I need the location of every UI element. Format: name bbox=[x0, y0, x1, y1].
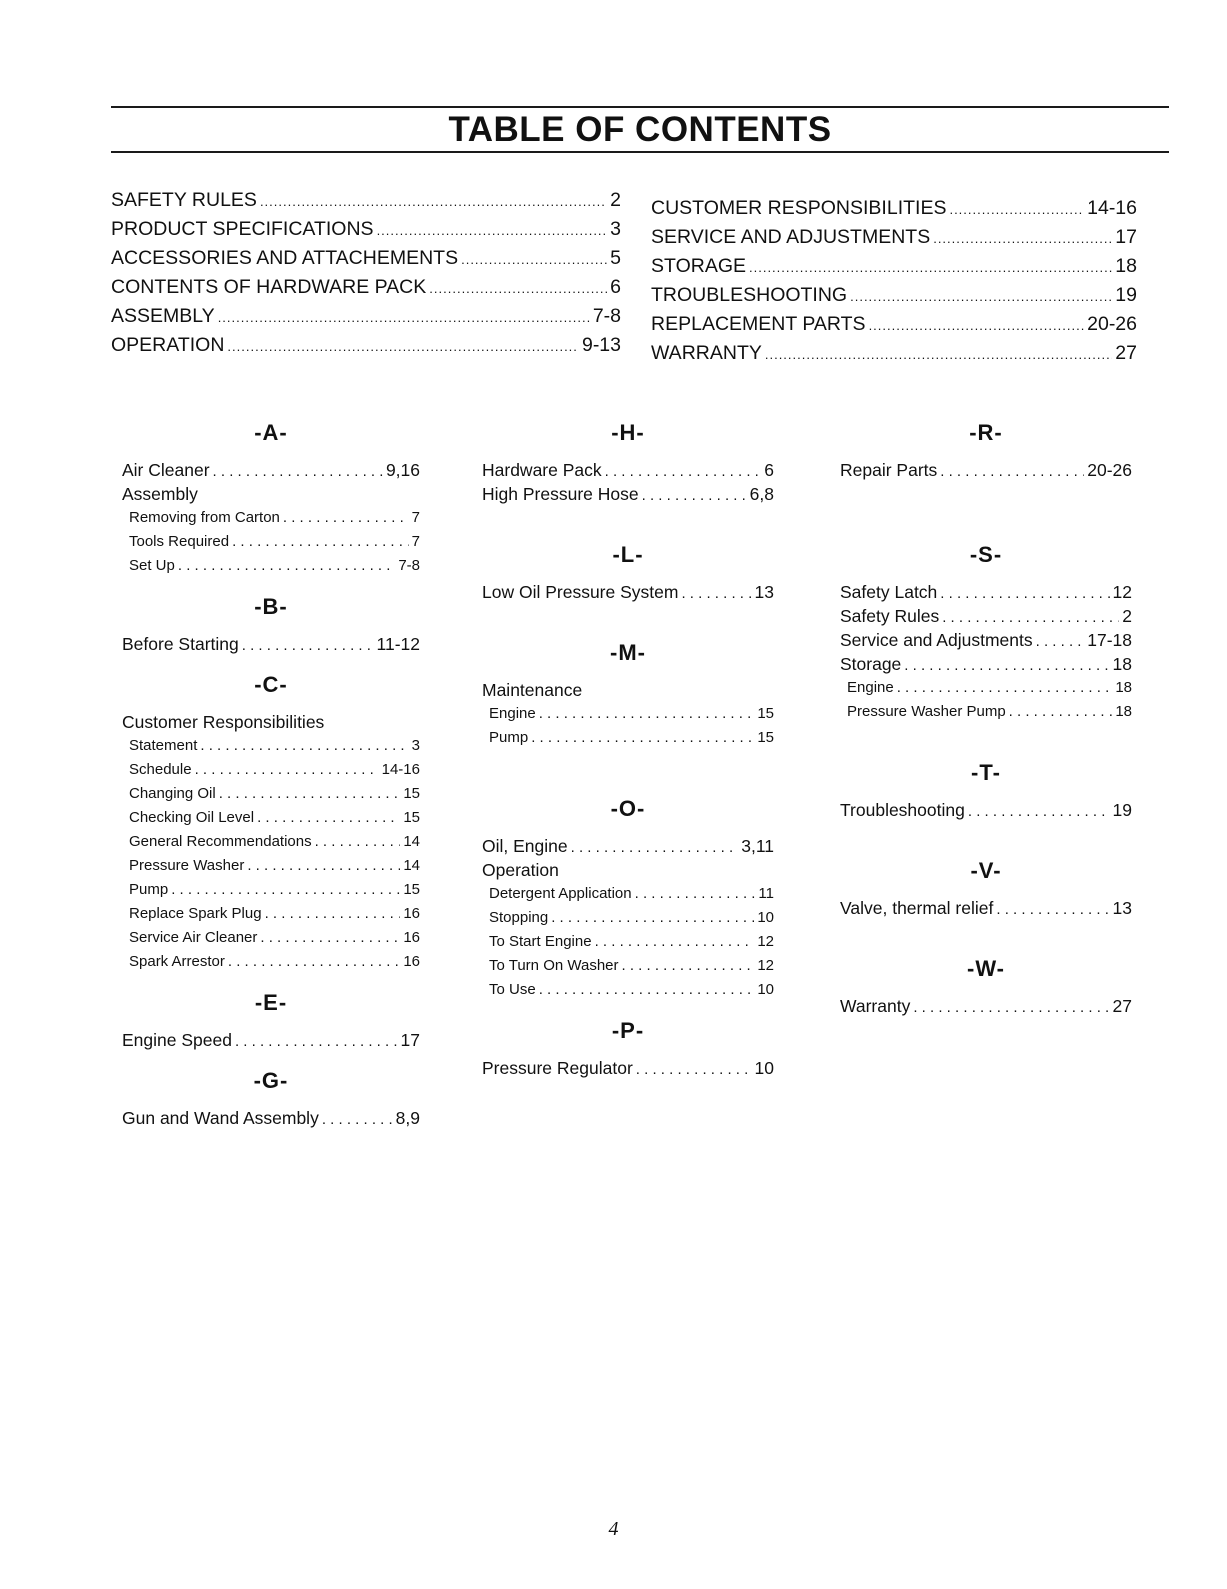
index-entry bbox=[122, 1106, 420, 1130]
dot-leader bbox=[539, 702, 755, 726]
entry-page: 20-26 bbox=[1087, 460, 1132, 480]
entry-page: 16 bbox=[403, 929, 420, 946]
index-subentry bbox=[482, 726, 774, 750]
entry-page: 13 bbox=[1112, 898, 1132, 918]
dot-leader bbox=[213, 458, 383, 484]
index-section-g bbox=[122, 1066, 420, 1130]
entry-label: Hardware Pack bbox=[482, 460, 602, 480]
index-subentry bbox=[122, 950, 420, 974]
dot-leader bbox=[171, 878, 400, 902]
dot-leader bbox=[539, 978, 755, 1002]
dot-leader bbox=[897, 676, 1113, 700]
dot-leader bbox=[1009, 700, 1113, 724]
entry-label: Set Up bbox=[129, 557, 175, 574]
entry-label: Safety Latch bbox=[840, 582, 938, 602]
toc-row bbox=[651, 339, 1137, 368]
entry-page: 17 bbox=[400, 1030, 420, 1050]
index-subentry bbox=[482, 978, 774, 1002]
index-section-m bbox=[482, 638, 774, 750]
entry-label: Changing Oil bbox=[129, 785, 216, 802]
entry-page: 12 bbox=[1112, 582, 1132, 602]
index-entry bbox=[840, 994, 1132, 1018]
entry-page: 27 bbox=[1112, 996, 1132, 1016]
entry-page: 18 bbox=[1115, 679, 1132, 696]
entry-label: Troubleshooting bbox=[840, 800, 965, 820]
toc-label: ACCESSORIES AND ATTACHEMENTS bbox=[111, 247, 459, 269]
entry-page: 10 bbox=[757, 981, 774, 998]
section-letter: -V- bbox=[970, 858, 1002, 883]
index-section-s bbox=[840, 540, 1132, 724]
dot-leader bbox=[968, 798, 1110, 824]
index-section-t bbox=[840, 758, 1132, 822]
entry-page: 15 bbox=[403, 809, 420, 826]
dot-leader bbox=[869, 310, 1085, 340]
toc-page: 17 bbox=[1115, 226, 1137, 248]
toc-label: WARRANTY bbox=[651, 342, 762, 364]
dot-leader bbox=[377, 215, 608, 245]
index-entry bbox=[122, 1028, 420, 1052]
entry-page: 14 bbox=[403, 857, 420, 874]
dot-leader bbox=[636, 1056, 752, 1082]
index-entry bbox=[122, 710, 420, 734]
entry-label: Valve, thermal relief bbox=[840, 898, 994, 918]
dot-leader bbox=[605, 458, 762, 484]
entry-label: Gun and Wand Assembly bbox=[122, 1108, 319, 1128]
toc-label: TROUBLESHOOTING bbox=[651, 284, 848, 306]
entry-page: 9,16 bbox=[385, 460, 420, 480]
entry-label: Tools Required bbox=[129, 533, 230, 550]
section-letter: -E- bbox=[254, 990, 288, 1015]
toc-row bbox=[651, 194, 1137, 223]
dot-leader bbox=[642, 482, 747, 508]
entry-label: Pressure Washer bbox=[129, 857, 245, 874]
index-subentry bbox=[122, 758, 420, 782]
bottom-rule bbox=[111, 151, 1169, 153]
entry-label: Statement bbox=[129, 737, 198, 754]
entry-label: Removing from Carton bbox=[129, 509, 280, 526]
entry-label: Checking Oil Level bbox=[129, 809, 255, 826]
toc-row bbox=[111, 302, 621, 331]
entry-page: 16 bbox=[403, 953, 420, 970]
toc-page: 20-26 bbox=[1087, 313, 1137, 335]
entry-label: Stopping bbox=[489, 909, 549, 926]
entry-page: 3,11 bbox=[741, 836, 774, 856]
section-letter: -T- bbox=[971, 760, 1001, 785]
index-subentry bbox=[840, 700, 1132, 724]
section-letter: -P- bbox=[611, 1018, 645, 1043]
section-letter: -G- bbox=[253, 1068, 289, 1093]
entry-label: Replace Spark Plug bbox=[129, 905, 262, 922]
index-entry bbox=[482, 678, 774, 702]
entry-label: Engine Speed bbox=[122, 1030, 232, 1050]
dot-leader bbox=[551, 906, 754, 930]
dot-leader bbox=[940, 458, 1084, 484]
toc-page: 3 bbox=[610, 218, 621, 240]
section-letter: -M- bbox=[610, 640, 646, 665]
index-subentry bbox=[482, 882, 774, 906]
dot-leader bbox=[195, 758, 379, 782]
index-column-3 bbox=[840, 418, 1132, 1018]
entry-page: 3 bbox=[411, 737, 420, 754]
entry-page: 17-18 bbox=[1087, 630, 1132, 650]
dot-leader bbox=[283, 506, 409, 530]
dot-leader bbox=[531, 726, 754, 750]
entry-page: 13 bbox=[754, 582, 774, 602]
dot-leader bbox=[200, 734, 408, 758]
index-entry bbox=[482, 858, 774, 882]
index-section-w bbox=[840, 954, 1132, 1018]
entry-page: 18 bbox=[1115, 703, 1132, 720]
index-subentry bbox=[482, 930, 774, 954]
dot-leader bbox=[571, 834, 739, 860]
index-subentry bbox=[122, 554, 420, 578]
toc-right-column bbox=[651, 194, 1137, 368]
dot-leader bbox=[265, 902, 401, 926]
index-entry bbox=[482, 482, 774, 506]
index-entry bbox=[122, 458, 420, 482]
dot-leader bbox=[232, 530, 409, 554]
dot-leader bbox=[622, 954, 755, 978]
dot-leader bbox=[257, 806, 400, 830]
dot-leader bbox=[904, 652, 1109, 678]
entry-page: 15 bbox=[403, 785, 420, 802]
index-subentry bbox=[122, 878, 420, 902]
dot-leader bbox=[949, 194, 1084, 224]
toc-label: SERVICE AND ADJUSTMENTS bbox=[651, 226, 931, 248]
dot-leader bbox=[218, 302, 590, 332]
dot-leader bbox=[429, 273, 607, 303]
section-letter: -B- bbox=[254, 594, 288, 619]
index-entry bbox=[482, 458, 774, 482]
entry-page: 14 bbox=[403, 833, 420, 850]
section-letter: -W- bbox=[967, 956, 1005, 981]
dot-leader bbox=[260, 186, 607, 216]
toc-label: STORAGE bbox=[651, 255, 746, 277]
entry-label: Schedule bbox=[129, 761, 192, 778]
entry-label: Pump bbox=[129, 881, 169, 898]
index-section-b bbox=[122, 592, 420, 656]
index-subentry bbox=[840, 676, 1132, 700]
index-subentry bbox=[482, 702, 774, 726]
toc-row bbox=[651, 223, 1137, 252]
dot-leader bbox=[635, 882, 756, 906]
entry-label: Warranty bbox=[840, 996, 911, 1016]
dot-leader bbox=[913, 994, 1109, 1020]
dot-leader bbox=[322, 1106, 393, 1132]
index-subentry bbox=[122, 782, 420, 806]
toc-label: CONTENTS OF HARDWARE PACK bbox=[111, 276, 427, 298]
entry-label: Oil, Engine bbox=[482, 836, 568, 856]
entry-page: 10 bbox=[754, 1058, 774, 1078]
entry-label: Spark Arrestor bbox=[129, 953, 225, 970]
dot-leader bbox=[850, 281, 1112, 311]
entry-label: Assembly bbox=[122, 484, 198, 504]
entry-page: 7 bbox=[411, 533, 420, 550]
index-subentry bbox=[122, 830, 420, 854]
entry-page: 2 bbox=[1122, 606, 1132, 626]
section-letter: -R- bbox=[969, 420, 1003, 445]
page-number: 4 bbox=[608, 1518, 619, 1540]
toc-page: 9-13 bbox=[581, 334, 621, 356]
dot-leader bbox=[996, 896, 1109, 922]
toc-left-column bbox=[111, 186, 621, 360]
toc-page: 14-16 bbox=[1087, 197, 1137, 219]
entry-label: Engine bbox=[489, 705, 536, 722]
dot-leader bbox=[461, 244, 607, 274]
index-entry bbox=[840, 604, 1132, 628]
index-entry bbox=[482, 834, 774, 858]
index-section-p bbox=[482, 1016, 774, 1080]
entry-label: Repair Parts bbox=[840, 460, 938, 480]
section-letter: -C- bbox=[254, 672, 288, 697]
dot-leader bbox=[765, 339, 1112, 369]
entry-label: Pump bbox=[489, 729, 529, 746]
entry-label: Service and Adjustments bbox=[840, 630, 1033, 650]
toc-label: REPLACEMENT PARTS bbox=[651, 313, 866, 335]
index-entry bbox=[482, 580, 774, 604]
dot-leader bbox=[1036, 628, 1085, 654]
toc-page: 6 bbox=[610, 276, 621, 298]
toc-label: SAFETY RULES bbox=[111, 189, 257, 211]
index-entry bbox=[840, 896, 1132, 920]
index-entry bbox=[122, 632, 420, 656]
index-entry bbox=[122, 482, 420, 506]
entry-page: 14-16 bbox=[381, 761, 420, 778]
toc-page: 5 bbox=[610, 247, 621, 269]
dot-leader bbox=[227, 331, 579, 361]
entry-page: 12 bbox=[757, 933, 774, 950]
entry-label: Operation bbox=[482, 860, 559, 880]
entry-label: Customer Responsibilities bbox=[122, 712, 325, 732]
entry-label: Low Oil Pressure System bbox=[482, 582, 679, 602]
dot-leader bbox=[933, 223, 1112, 253]
dot-leader bbox=[595, 930, 755, 954]
index-entry bbox=[482, 1056, 774, 1080]
entry-label: Before Starting bbox=[122, 634, 239, 654]
dot-leader bbox=[681, 580, 751, 606]
entry-page: 8,9 bbox=[395, 1108, 420, 1128]
index-subentry bbox=[122, 854, 420, 878]
index-section-l bbox=[482, 540, 774, 604]
dot-leader bbox=[178, 554, 395, 578]
dot-leader bbox=[242, 632, 374, 658]
entry-label: To Turn On Washer bbox=[489, 957, 619, 974]
index-entry bbox=[840, 798, 1132, 822]
entry-label: To Use bbox=[489, 981, 536, 998]
toc-row bbox=[651, 252, 1137, 281]
toc-page: 7-8 bbox=[592, 305, 621, 327]
entry-label: Detergent Application bbox=[489, 885, 632, 902]
toc-label: PRODUCT SPECIFICATIONS bbox=[111, 218, 374, 240]
entry-label: To Start Engine bbox=[489, 933, 592, 950]
toc-page: 2 bbox=[610, 189, 621, 211]
index-subentry bbox=[482, 906, 774, 930]
entry-page: 15 bbox=[757, 705, 774, 722]
toc-row bbox=[651, 310, 1137, 339]
entry-label: High Pressure Hose bbox=[482, 484, 639, 504]
toc-row bbox=[651, 281, 1137, 310]
entry-page: 19 bbox=[1112, 800, 1132, 820]
entry-label: Air Cleaner bbox=[122, 460, 210, 480]
toc-row bbox=[111, 186, 621, 215]
section-letter: -A- bbox=[254, 420, 288, 445]
entry-page: 16 bbox=[403, 905, 420, 922]
entry-page: 18 bbox=[1112, 654, 1132, 674]
entry-page: 6 bbox=[764, 460, 774, 480]
toc-label: ASSEMBLY bbox=[111, 305, 215, 327]
index-section-e bbox=[122, 988, 420, 1052]
index-section-r bbox=[840, 418, 1132, 482]
dot-leader bbox=[749, 252, 1112, 282]
index-subentry bbox=[122, 530, 420, 554]
dot-leader bbox=[315, 830, 401, 854]
dot-leader bbox=[940, 580, 1109, 606]
toc-page: 19 bbox=[1115, 284, 1137, 306]
index-subentry bbox=[122, 734, 420, 758]
entry-label: Engine bbox=[847, 679, 894, 696]
index-entry bbox=[840, 458, 1132, 482]
dot-leader bbox=[247, 854, 400, 878]
index-subentry bbox=[122, 902, 420, 926]
entry-page: 10 bbox=[757, 909, 774, 926]
index-subentry bbox=[482, 954, 774, 978]
section-letter: -L- bbox=[612, 542, 644, 567]
entry-label: General Recommendations bbox=[129, 833, 312, 850]
index-subentry bbox=[122, 506, 420, 530]
index-subentry bbox=[122, 926, 420, 950]
index-subentry bbox=[122, 806, 420, 830]
entry-page: 15 bbox=[757, 729, 774, 746]
index-column-2 bbox=[482, 418, 774, 1080]
entry-page: 6,8 bbox=[749, 484, 774, 504]
toc-row bbox=[111, 331, 621, 360]
entry-label: Maintenance bbox=[482, 680, 583, 700]
toc-row bbox=[111, 273, 621, 302]
entry-label: Storage bbox=[840, 654, 902, 674]
entry-page: 7-8 bbox=[398, 557, 420, 574]
toc-label: OPERATION bbox=[111, 334, 225, 356]
index-section-c bbox=[122, 670, 420, 974]
entry-label: Pressure Washer Pump bbox=[847, 703, 1006, 720]
entry-page: 11 bbox=[758, 885, 774, 902]
index-section-a bbox=[122, 418, 420, 578]
section-letter: -S- bbox=[969, 542, 1003, 567]
entry-page: 7 bbox=[411, 509, 420, 526]
index-column-1 bbox=[122, 418, 420, 1130]
index-entry bbox=[840, 652, 1132, 676]
entry-label: Pressure Regulator bbox=[482, 1058, 633, 1078]
entry-page: 12 bbox=[757, 957, 774, 974]
page-title: TABLE OF CONTENTS bbox=[448, 110, 832, 149]
toc-page: 18 bbox=[1115, 255, 1137, 277]
toc-label: CUSTOMER RESPONSIBILITIES bbox=[651, 197, 947, 219]
toc-page: 27 bbox=[1115, 342, 1137, 364]
dot-leader bbox=[219, 782, 401, 806]
toc-row bbox=[111, 244, 621, 273]
toc-row bbox=[111, 215, 621, 244]
entry-page: 15 bbox=[403, 881, 420, 898]
index-section-v bbox=[840, 856, 1132, 920]
section-letter: -O- bbox=[610, 796, 646, 821]
section-letter: -H- bbox=[611, 420, 645, 445]
index-entry bbox=[840, 580, 1132, 604]
index-section-h bbox=[482, 418, 774, 506]
dot-leader bbox=[942, 604, 1119, 630]
dot-leader bbox=[228, 950, 400, 974]
entry-label: Safety Rules bbox=[840, 606, 940, 626]
index-section-o bbox=[482, 794, 774, 1002]
dot-leader bbox=[235, 1028, 398, 1054]
dot-leader bbox=[260, 926, 400, 950]
entry-page: 11-12 bbox=[376, 634, 420, 654]
index-entry bbox=[840, 628, 1132, 652]
entry-label: Service Air Cleaner bbox=[129, 929, 258, 946]
